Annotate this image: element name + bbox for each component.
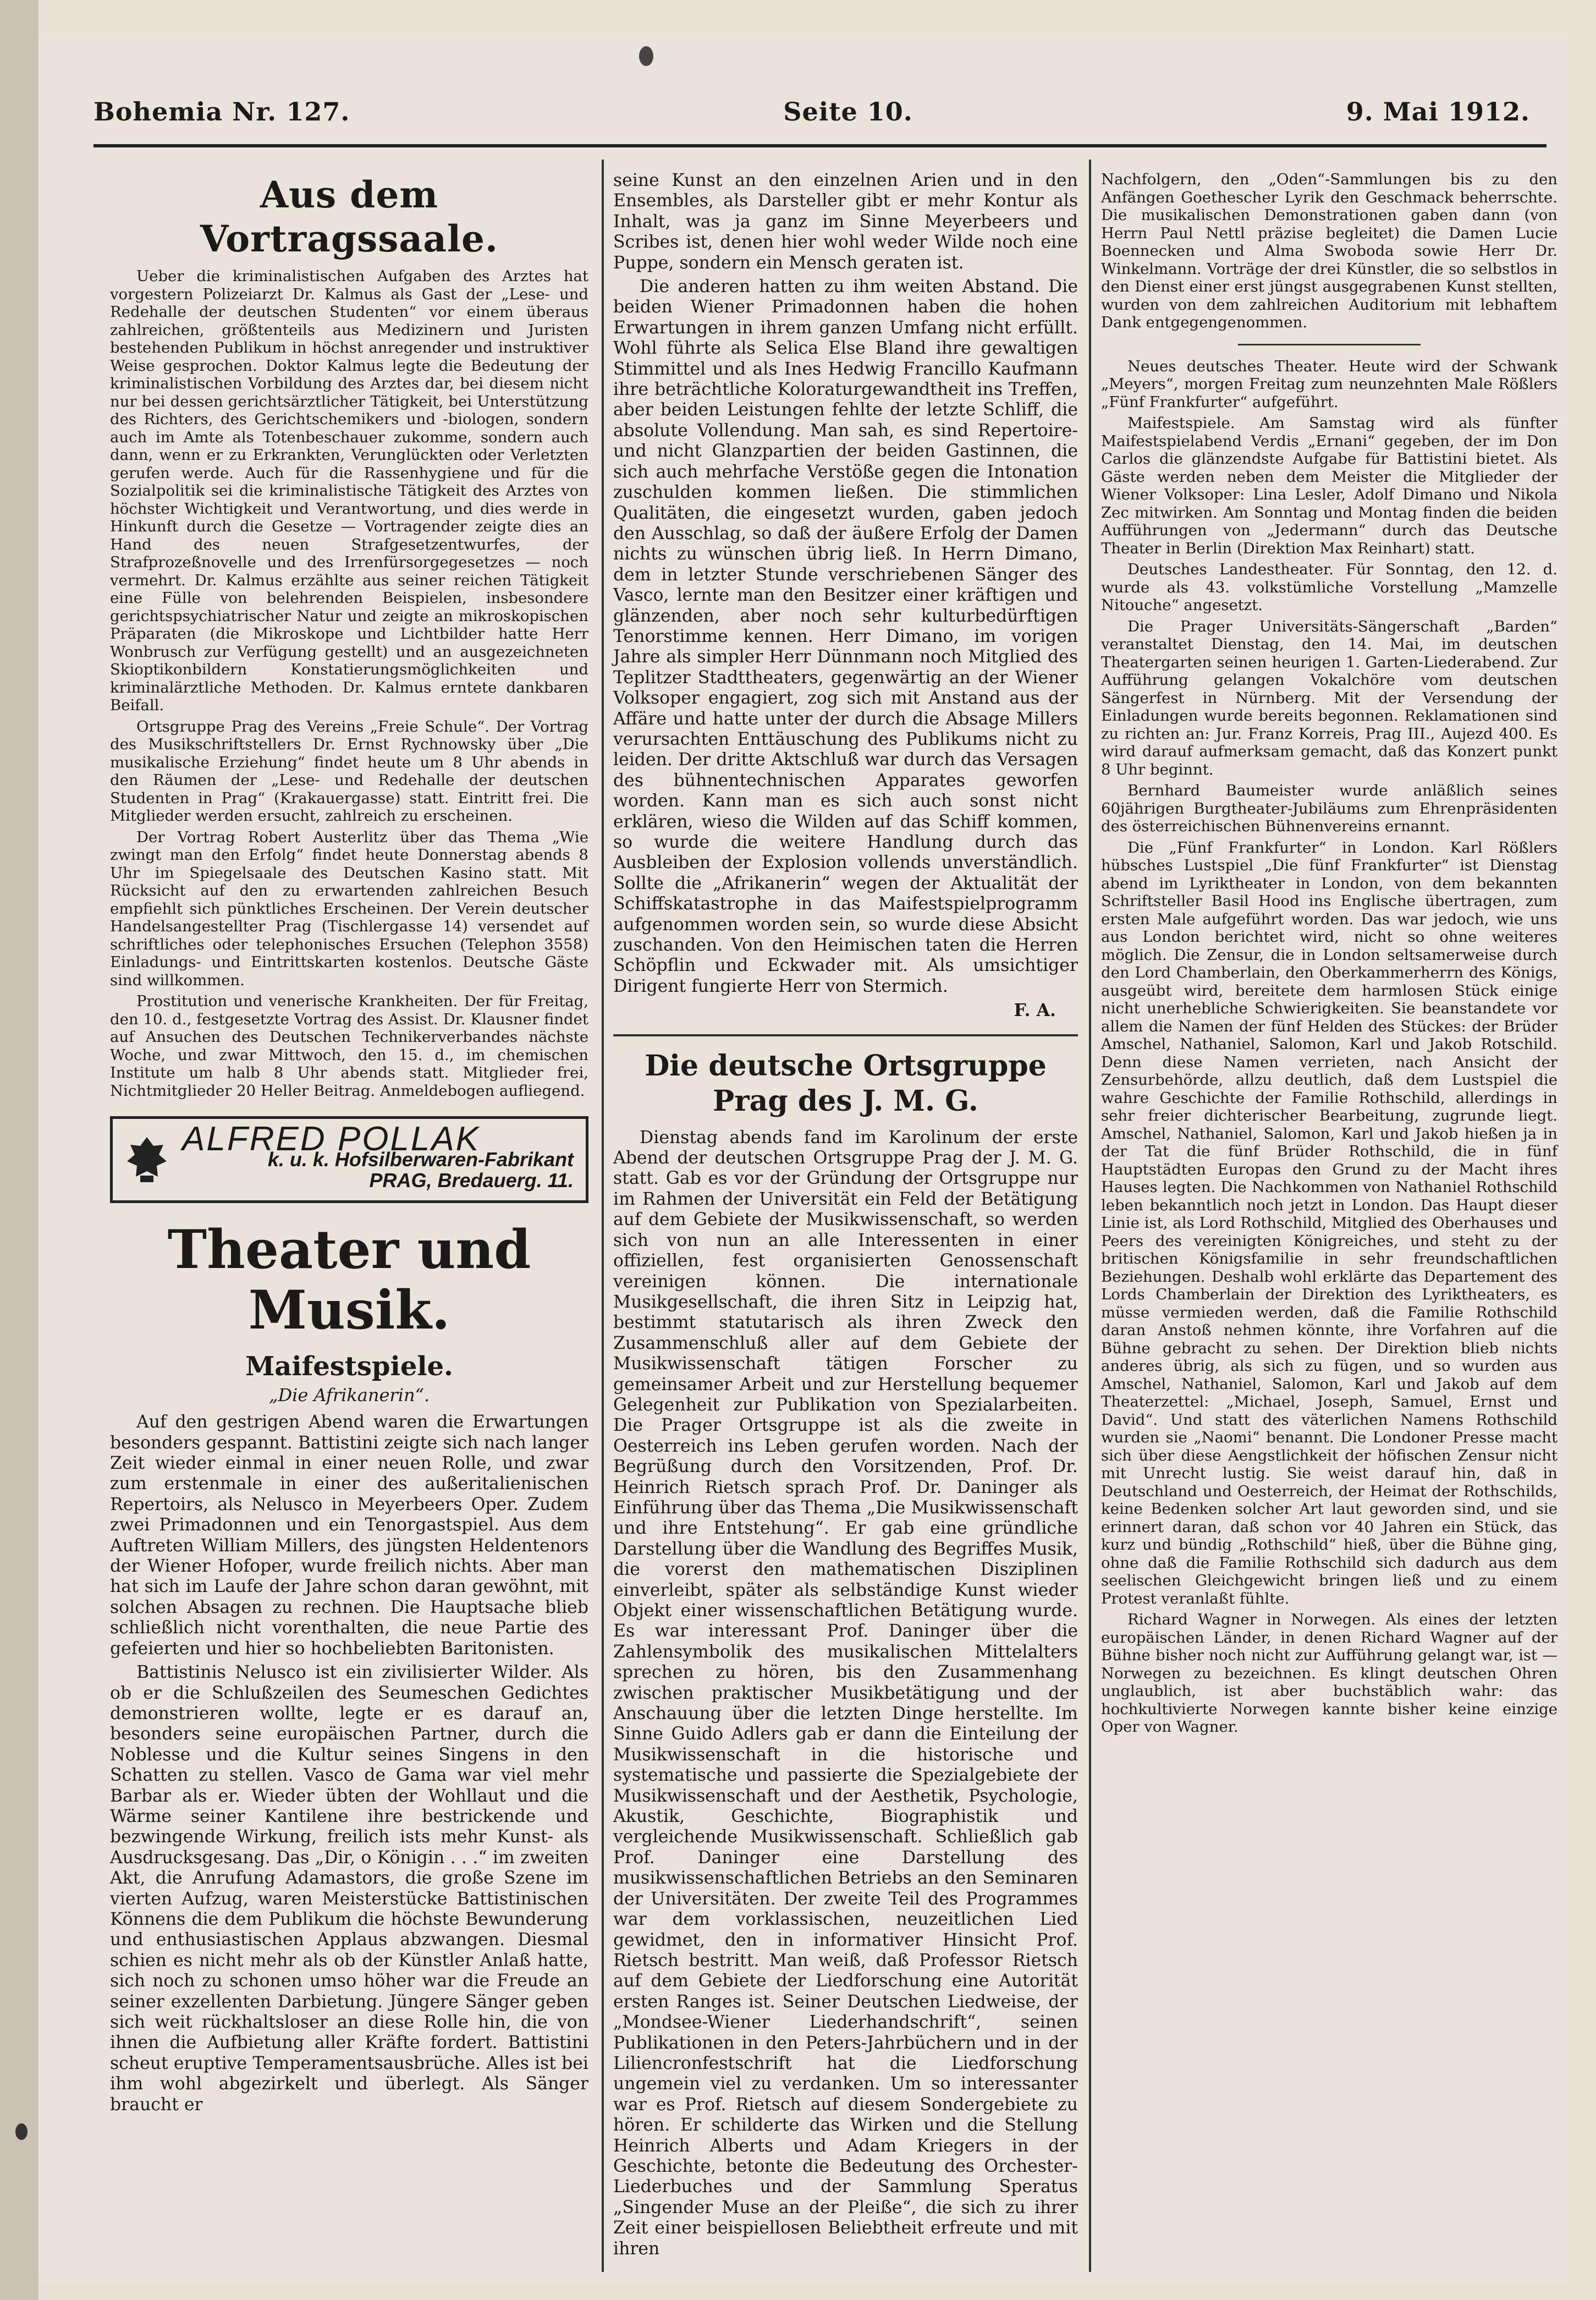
running-head — [93, 88, 1530, 127]
advertiser-name: ALFRED POLLAK — [182, 1120, 481, 1158]
binding-hole — [15, 2123, 27, 2140]
article-paragraph: Battistinis Nelusco ist ein zivilisierter Wilder. Als ob er die Schlußzeilen des Seumeschen Gedichtes demonstrieren wollte, legte er es darauf an, besonders seine europäischen Partner, durch die Noblesse und die Kultur seines Singens in den Schatten zu stellen. Vasco de Gama war viel mehr Barbar als er. Wieder übten der Wohllaut und die Wärme seiner Kantilene ihre bestrickende und bezwingende Wirkung, freilich ists mehr Kunst- als Ausdrucksgesang. Das „Dir, o Königin . . .“ im zweiten Akt, die Anrufung Adamastors, die große Szene im vierten Aufzug, waren Meisterstücke Battistinischen Könnens die dem Publikum die höchste Bewunderung und enthusiastischen Applaus abzwangen. Diesmal schien es nicht mehr als ob der Künstler Anlaß hatte, sich noch zu schonen umso höher war die Freude an seiner exzellenten Darbietung. Jüngere Sänger geben sich weit rückhaltsloser an diese Rolle hin, die von ihnen die Aufbietung aller Kräfte fordert. Battistini scheut eruptive Temperamentsausbrüche. Alles ist bei ihm wohl abgezirkelt und überlegt. Als Sänger braucht er — [110, 1662, 588, 2115]
page-number: Seite 10. — [783, 97, 913, 127]
advertiser-address: PRAG, Bredauerg. 11. — [369, 1168, 574, 1192]
column-rule — [1089, 160, 1091, 2272]
article-subtitle: „Die Afrikanerin“. — [268, 1385, 430, 1406]
section-rule — [613, 1034, 1078, 1036]
column-1 — [110, 171, 588, 2118]
article-paragraph: Richard Wagner in Norwegen. Als eines der letzten europäischen Länder, in denen Richard Wagner auf der Bühne bisher noch nicht zur Aufführung gelangt war, ist — Norwegen zu bezeichnen. Es klingt deutschen Ohren unglaublich, ist aber buchstäblich wahr: das hochkultivierte Norwegen kannte bisher keine einzige Oper von Wagner. — [1101, 1611, 1558, 1736]
article-title: Die deutsche Ortsgruppe Prag des J. M. G. — [645, 1049, 1047, 1118]
article-paragraph: Der Vortrag Robert Austerlitz über das Thema „Wie zwingt man den Erfolg“ findet heute Donnerstag abends 8 Uhr im Spiegelsaale des Deutschen Kasino statt. Mit Rücksicht auf den zu erwartenden zahlreichen Besuch empfiehlt sich pünktliches Erscheinen. Der Verein deutscher Handelsangestellter Prag (Tischlergasse 14) versendet auf schriftliches oder telephonisches Ersuchen (Telephon 3558) Einladungs- und Eintrittskarten kostenlos. Deutsche Gäste sind willkommen. — [110, 828, 588, 989]
header-rule — [93, 144, 1547, 147]
article-paragraph: Nachfolgern, den „Oden“-Sammlungen bis zu den Anfängen Goethescher Lyrik den Geschmack beherrschte. Die musikalischen Demonstrationen gaben dann (von Herrn Paul Nettl präzise begleitet) die Damen Lucie Boennecken und Alma Swoboda sowie Herr Dr. Winkelmann. Vorträge der drei Künstler, die so selbstlos in den Dienst einer erst jüngst ausgegrabenen Kunst stellten, wurden von dem zahlreichen Auditorium mit lebhaftem Dank entgegengenommen. — [1101, 171, 1558, 331]
author-signature: F. A. — [1014, 1000, 1056, 1021]
article-title: Maifestspiele. — [245, 1351, 453, 1382]
column-rule — [602, 160, 604, 2272]
article-paragraph: Bernhard Baumeister wurde anläßlich seines 60jährigen Burgtheater-Jubiläums zum Ehrenpräsidenten des österreichischen Bühnenvereins ernannt. — [1101, 782, 1558, 835]
crest-icon — [125, 1135, 169, 1184]
issue-date: 9. Mai 1912. — [1346, 97, 1530, 127]
article-paragraph: Ortsgruppe Prag des Vereins „Freie Schule“. Der Vortrag des Musikschriftstellers Dr. Ernst Rychnowsky über „Die musikalische Erziehung“ findet heute um 8 Uhr abends in den Räumen der „Lese- und Redehalle der deutschen Studenten in Prag“ (Krakauergasse) statt. Eintritt frei. Die Mitglieder werden ersucht, zahlreich zu erscheinen. — [110, 717, 588, 825]
article-paragraph: Die anderen hatten zu ihm weiten Abstand. Die beiden Wiener Primadonnen haben die hohen Erwartungen in ihrem ganzen Umfang nicht erfüllt. Wohl führte als Selica Else Bland ihre gewaltigen Stimmittel und als Ines Hedwig Francillo Kaufmann ihre beträchtliche Koloraturgewandtheit ins Treffen, aber beiden Leistungen fehlte der letzte Schliff, die absolute Vollendung. Man sah, es sind Repertoire- und nicht Glanzpartien der beiden Gastinnen, die sich auch mehrfache Verstöße gegen die Intonation zuschulden kommen ließen. Die stimmlichen Qualitäten, die eingesetzt wurden, gaben jedoch den Ausschlag, so daß der äußere Erfolg der Damen nichts zu wünschen übrig ließ. In Herrn Dimano, dem in letzter Stunde verschriebenen Sänger des Vasco, lernte man den Besitzer einer kräftigen und glänzenden, aber noch sehr kulturbedürftigen Tenorstimme kennen. Herr Dimano, im vorigen Jahre als simpler Herr Dünnmann noch Mitglied des Teplitzer Stadttheaters, gegenwärtig an der Wiener Volksoper engagiert, zog sich mit Anstand aus der Affäre und hatte unter der durch die Absage Millers verursachten Enttäuschung des Publikums nicht zu leiden. Der dritte Aktschluß war durch das Versagen des bühnentechnischen Apparates geworfen worden. Kann man es sich auch sonst nicht erklären, wieso die Wilden auf das Schiff kommen, so wurde die weitere Handlung durch das Ausbleiben der Explosion vollends unverständlich. Sollte die „Afrikanerin“ wegen der Aktualität der Schiffskatastrophe in das Maifestspielprogramm aufgenommen worden sein, so wurde diese Absicht zuschanden. Von den Heimischen taten die Herren Schöpflin und Eckwader mit. Als umsichtiger Dirigent fungierte Herr von Stermich. — [613, 277, 1078, 996]
advertisement — [110, 1116, 588, 1203]
ink-blot — [639, 46, 653, 66]
advertiser-title: k. u. k. Hofsilberwaren-Fabrikant — [267, 1148, 574, 1171]
article-paragraph: Prostitution und venerische Krankheiten. Der für Freitag, den 10. d., festgesetzte Vortrag des Assist. Dr. Klausner findet auf Ansuchen des Deutschen Technikerverbandes nächste Woche, und zwar Mittwoch, den 15. d., im chemischen Institute um halb 8 Uhr abends statt. Mitglieder frei, Nichtmitglieder 20 Heller Beitrag. Anmeldebogen aufliegend. — [110, 992, 588, 1100]
article-paragraph: seine Kunst an den einzelnen Arien und in den Ensembles, als Darsteller gibt er mehr Kontur als Inhalt, was ja ganz im Sinne Meyerbeers und Scribes ist, denen hier wohl weder Wilde noch eine Puppe, sondern ein Mensch geraten ist. — [613, 171, 1078, 273]
article-paragraph: Neues deutsches Theater. Heute wird der Schwank „Meyers“, morgen Freitag zum neunzehnten Male Rößlers „Fünf Frankfurter“ aufgeführt. — [1101, 357, 1558, 411]
article-paragraph: Deutsches Landestheater. Für Sonntag, den 12. d. wurde als 43. volkstümliche Vorstellung „Mamzelle Nitouche“ angesetzt. — [1101, 561, 1558, 614]
article-paragraph: Dienstag abends fand im Karolinum der erste Abend der deutschen Ortsgruppe Prag der J. M. G. statt. Gab es vor der Gründung der Ortsgruppe nur im Rahmen der Universität ein Feld der Betätigung auf dem Gebiete der Musikwissenschaft, so werden sich von nun an alle Interessenten in einer offiziellen, fest organisierten Genossenschaft vereinigen können. Die internationale Musikgesellschaft, die ihren Sitz in Leipzig hat, bestimmt statutarisch als ihren Zweck den Zusammenschluß aller auf dem Gebiete der Musikwissenschaft tätigen Forscher zu gemeinsamer Arbeit und zur Herstellung bequemer Gelegenheit zur Publikation von Spezialarbeiten. Die Prager Ortsgruppe ist als die zweite in Oesterreich ins Leben gerufen worden. Nach der Begrüßung durch den Vorsitzenden, Prof. Dr. Heinrich Rietsch sprach Prof. Dr. Daninger als Einführung über das Thema „Die Musikwissenschaft und ihre Entstehung“. Er gab eine gründliche Darstellung über die Wandlung des Begriffes Musik, die vorerst den mathematischen Disziplinen einverleibt, später als selbständige Kunst wieder Objekt einer wissenschaftlichen Betätigung wurde. Es war interessant Prof. Daninger über die Zahlensymbolik des musikalischen Mittelalters sprechen zu hören, bis den Zusammenhang zwischen praktischer Musikbetätigung und der Anschauung über die letzten Dinge herstellte. Im Sinne Guido Adlers gab er dann die Einteilung der Musikwissenschaft in die historische und systematische und passierte die Spezialgebiete der Musikwissenschaft und der Aesthetik, Psychologie, Akustik, Geschichte, Biographistik und vergleichende Musikwissenschaft. Schließlich gab Prof. Daninger eine Darstellung des musikwissenschaftlichen Betriebs an den Seminaren der Universitäten. Der zweite Teil des Programmes war dem vorklassischen, neuzeitlichen Lied gewidmet, den in informativer Hinsicht Prof. Rietsch bestritt. Man weiß, daß Professor Rietsch auf dem Gebiete der Liedforschung eine Autorität ersten Ranges ist. Seiner Deutschen Liedweise, der „Mondsee-Wiener Liederhandschrift“, seinen Publikationen in den Peters-Jahrbüchern und in der Liliencronfestschrift hat die Liedforschung ungemein viel zu verdanken. Um so interessanter war es Prof. Rietsch auf diesem Sondergebiete zu hören. Er schilderte das Wirken und die Stellung Heinrich Alberts und Adam Kriegers in der Geschichte, betonte die Bedeutung des Orchester-Liederbuches und der Sammlung Speratus „Singender Muse an der Pleiße“, die sich zu ihrer Zeit einer beispiellosen Beliebtheit erfreute und mit ihren — [613, 1127, 1078, 2259]
column-3 — [1101, 171, 1558, 1739]
section-heading: Theater und Musik. — [167, 1218, 531, 1342]
section-heading: Aus dem Vortragssaale. — [200, 173, 498, 260]
article-paragraph: Auf den gestrigen Abend waren die Erwartungen besonders gespannt. Battistini zeigte sich nach langer Zeit wieder einmal in einer neuen Rolle, und zwar zum erstenmale in einer des außeritalienischen Repertoirs, als Nelusco in Meyerbeers Oper. Zudem zwei Primadonnen und ein Tenorgastspiel. Aus dem Auftreten William Millers, des jüngsten Heldentenors der Wiener Hofoper, wurde freilich nichts. Aber man hat sich im Laufe der Jahre schon daran gewöhnt, mit solchen Absagen zu rechnen. Die Hauptsache blieb schließlich nicht vorenthalten, die neue Partie des gefeierten und hier so hochbeliebten Baritonisten. — [110, 1412, 588, 1659]
column-2 — [613, 171, 1078, 2263]
article-paragraph: Die Prager Universitäts-Sängerschaft „Barden“ veranstaltet Dienstag, den 14. Mai, im deutschen Theatergarten seinen heurigen 1. Garten-Liederabend. Zur Aufführung gelangen Vokalchöre vom deutschen Sängerfest in Nürnberg. Mit der Versendung der Einladungen wurde bereits begonnen. Reklamationen sind zu richten an: Jur. Franz Korreis, Prag III., Aujezd 400. Es wird darauf aufmerksam gemacht, daß das Konzert punkt 8 Uhr beginnt. — [1101, 617, 1558, 778]
page-edge — [0, 0, 38, 2300]
article-paragraph: Die „Fünf Frankfurter“ in London. Karl Rößlers hübsches Lustspiel „Die fünf Frankfurter“ ist Dienstag abend im Lyriktheater in London, von dem bekannten Schriftsteller Basil Hood ins Englische übertragen, zum ersten Male aufgeführt worden. Das war jedoch, wie uns aus London berichtet wird, nicht so ohne weiteres möglich. Die Zensur, die in London seltsamerweise durch den Lord Chamberlain, den Oberkammerherrn des Königs, ausgeübt wird, bereitete dem harmlosen Stück einige nicht unerhebliche Schwierigkeiten. Sie beanstandete vor allem die Namen der fünf Helden des Stückes: der Brüder Amschel, Nathaniel, Salomon, Karl und Jakob Rotschild. Denn diese Namen verrieten, nach Ansicht der Zensurbehörde, allzu deutlich, daß dem Lustspiel die wahre Geschichte der Familie Rothschild, allerdings in sehr freier dichterischer Bearbeitung, zugrunde liegt. Amschel, Nathaniel, Salomon, Karl und Jakob hießen ja in der Tat die fünf Brüder Rothschild, die in fünf Hauptstädten Europas den Grund zu der Macht ihres Hauses legten. Die Nachkommen von Nathaniel Rothschild leben bekanntlich noch jetzt in London. Das Haupt dieser Linie ist, als Lord Rothschild, Mitglied des Oberhauses und Peers des vereinigten Königreiches, und steht zu der britischen Königsfamilie in sehr freundschaftlichen Beziehungen. Deshalb wohl erklärte das Departement des Lords Chamberlain der Direktion des Lyriktheaters, es müsse vermieden werden, daß die Familie Rothschild daran Anstoß nehmen könnte, ihre Vorfahren auf die Bühne gebracht zu sehen. Der Direktion blieb nichts anderes übrig, als sich zu fügen, und so wurden aus Amschel, Nathaniel, Salomon, Karl und Jakob auf dem Theaterzettel: „Michael, Joseph, Samuel, Ernst und David“. Und statt des väterlichen Namens Rothschild wurden sie „Naomi“ benannt. Die Londoner Presse macht sich über diese Aengstlichkeit der höfischen Zensur nicht mit Unrecht lustig. Sie weist darauf hin, daß in Deutschland und Oesterreich, der Heimat der Rothschilds, keine Bedenken solcher Art laut geworden sind, und sie erinnert daran, daß schon vor 40 Jahren ein Stück, das kurz und bündig „Rothschild“ hieß, über die Bühne ging, ohne daß die Familie Rothschild sich dadurch aus dem seelischen Gleichgewicht bringen ließ und zu einem Protest veranlaßt fühlte. — [1101, 838, 1558, 1607]
article-paragraph: Ueber die kriminalistischen Aufgaben des Arztes hat vorgestern Polizeiarzt Dr. Kalmus als Gast der „Lese- und Redehalle der deutschen Studenten“ vor einem überaus zahlreichen, größtenteils aus Medizinern und Juristen bestehenden Publikum in höchst anregender und instruktiver Weise gesprochen. Doktor Kalmus legte die Bedeutung der kriminalistischen Vorbildung des Arztes dar, bei diesem nicht nur bei dessen gerichtsärztlicher Tätigkeit, bei Unterstützung des Richters, des Gerichtschemikers und -biologen, sondern auch im Amte als Totenbeschauer zukomme, sondern auch dann, wenn er zu Erkrankten, Verunglückten oder Verletzten gerufen werde. Auch für die Rassenhygiene und für die Sozialpolitik sei die kriminalistische Tätigkeit des Arztes von höchster Wichtigkeit und Verantwortung, und dies werde in Hinkunft durch die Gesetze — Vortragender zeigte dies an Hand des neuen Strafgesetzentwurfes, der Strafprozeßnovelle und des Irrenfürsorgegesetzes — noch vermehrt. Dr. Kalmus erzählte aus seiner reichen Tätigkeit eine Fülle von belehrenden Beispielen, insbesondere gerichtspsychiatrischer Natur und zeigte an mikroskopischen Präparaten (die Mikroskope und Lichtbilder hatte Herr Wonbrusch zur Verfügung gestellt) und an ausgezeichneten Skioptikonbildern Konstatierungsmöglichkeiten und kriminalärztliche Methoden. Dr. Kalmus erntete dankbaren Beifall. — [110, 267, 588, 714]
section-rule — [1238, 344, 1421, 345]
publication-issue: Bohemia Nr. 127. — [93, 97, 350, 127]
article-paragraph: Maifestspiele. Am Samstag wird als fünfter Maifestspielabend Verdis „Ernani“ gegeben, der im Don Carlos die glänzendste Aufgabe für Battistini bietet. Als Gäste werden neben dem Meister die Mitglieder der Wiener Volksoper: Lina Lesler, Adolf Dimano und Nikola Zec mitwirken. Am Sonntag und Montag finden die beiden Aufführungen von „Jedermann“ durch das Deutsche Theater in Berlin (Direktion Max Reinhart) statt. — [1101, 414, 1558, 557]
